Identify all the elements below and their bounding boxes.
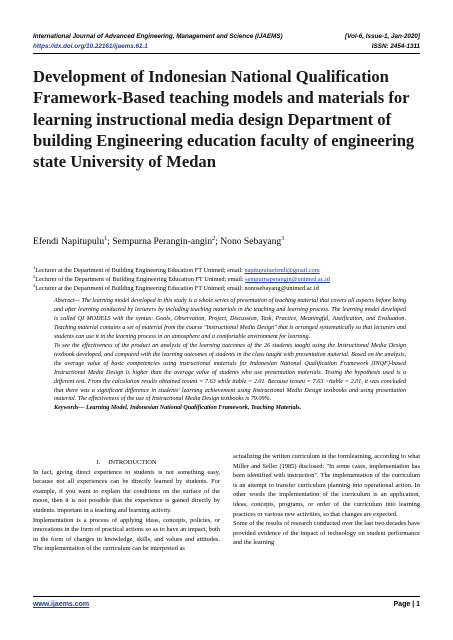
doi-link[interactable]: https://dx.doi.org/10.22161/ijaems.61.1	[33, 43, 148, 50]
affiliation-1: $^1$Lecturer at the Department of Building Engineering Education FT Unimed; email: napitupuluefendi@gmail.com	[33, 265, 320, 275]
keywords-text: Learning Model, Indonesian National Qualification Framework, Teaching Materials.	[84, 405, 302, 412]
author-list: Efendi Napitupulu$^1$; Sempurna Perangin-angin$^2$; Nono Sebayang$^3$	[33, 236, 285, 248]
intro-paragraph-2: Implementation is a process of applying ideas, concepts, policies, or innovations in the form of practical actions so as to have an impact, both in the form of changes in knowledge, skills, and values and attitudes. The implementation of the curriculum can be interpreted as	[33, 516, 220, 553]
author-1: Efendi Napitupulu	[33, 236, 105, 248]
page-number: Page | 1	[393, 601, 420, 608]
footer-rule	[33, 596, 420, 597]
email-link-1[interactable]: napitupuluefendi@gmail.com	[244, 267, 320, 275]
issue-info: [Vol-6, Issue-1, Jan-2020]	[344, 33, 420, 40]
paper-title: Development of Indonesian National Qualification Framework-Based teaching models and materials for learning instructional media design Department of building Engineering education faculty of engineering state University of Medan	[33, 67, 415, 172]
website-link[interactable]: www.ijaems.com	[33, 601, 90, 608]
keywords-label: Keywords—	[54, 405, 85, 412]
left-column	[33, 458, 220, 554]
intro-paragraph-4: Some of the results of research conducted over the last two decades have provided evidence of the impact of technology on student performance and the learning	[233, 520, 420, 547]
author-3: Nono Sebayang	[220, 236, 282, 248]
abstract-paragraph-1: Abstract— The learning model developed in this study is a whole series of presentation of teaching material that covers all aspects before being and after learning conducted by lecturers by including teaching materials in the teaching and learning process. The learning model developed is called QI MODELS with the syntax: Goals, Observation, Project, Discussion, Task, Practice, Meaningful, Justification, and Evaluation. Teaching material contains a set of material from the course "Instructional Media Design" that is arranged systematically so that lecturers and students can use it in the learning process in an atmosphere and a comfortable environment for learning.	[54, 298, 406, 340]
affiliation-3: $^3$Lecturer at the Department of Building Engineering Education FT Unimed; email: nonosebayang@unimed.ac.id	[33, 283, 319, 293]
author-2: Sempurna Perangin-angin	[112, 236, 213, 248]
intro-paragraph-3: actualizing the written curriculum in the formlearning, according to what Miller and Seller (1985) disclosed: "In some cases, implementation has been identified with instruction". The implementation of the curriculum is an attempt to transfer curriculum planning into operational action. In other words the implementation of the curriculum is an application, ideas, concepts, programs, or order of the curriculum into learning practices or various new activities, so that changes are expected.	[233, 453, 420, 518]
keywords	[54, 404, 406, 413]
abstract-paragraph-2: To see the effectiveness of the product an analysis of the learning outcomes of the 26 students taught using the Instructional Media Design textbook developed, and compared with the learning outcomes of students in the class taught with presentation material. Based on the analysis, the average value of basic competencies using instructional materials for Indonesian National Qualification Framework (INQF)-based Instructional Media Design is higher than the average value of students who use presentation materials. Testing the hypothesis used is a different test. From the calculation results obtained tcount = 7.63 while ttable = 2.01. Because tcount = 7.63 >ttable = 2.01, it was concluded that there was a significant difference in students' learning achievement using Instructional Media Design textbooks and using presentation material. The effectiveness of the use of Instructional Media Design textbooks is 79.09%.	[54, 342, 406, 403]
email-link-2[interactable]: sempurnaperangin@unimed.ac.id	[245, 276, 330, 284]
affiliation-2: $^2$Lecturer of the Department of Building Engineering Education FT Unimed; email: sempurnaperangin@unimed.ac.id	[33, 274, 330, 284]
journal-name: International Journal of Advanced Engineering, Management and Science (IJAEMS)	[33, 33, 283, 40]
intro-paragraph-1: In fact, giving direct experience to students is not something easy, because not all experiences can be directly learned by students. For example, if you want to explain the conditions on the surface of the moon, then it is not possible that the experience is gained directly by students. important in a teaching and learning activity.	[33, 468, 220, 514]
email-3: nonosebayang@unimed.ac.id	[244, 285, 319, 293]
section-heading: I. INTRODUCTION	[96, 459, 157, 466]
right-column	[233, 452, 420, 548]
abstract	[54, 297, 406, 413]
issn: ISSN: 2454-1311	[371, 43, 420, 50]
header-rule	[33, 53, 420, 54]
